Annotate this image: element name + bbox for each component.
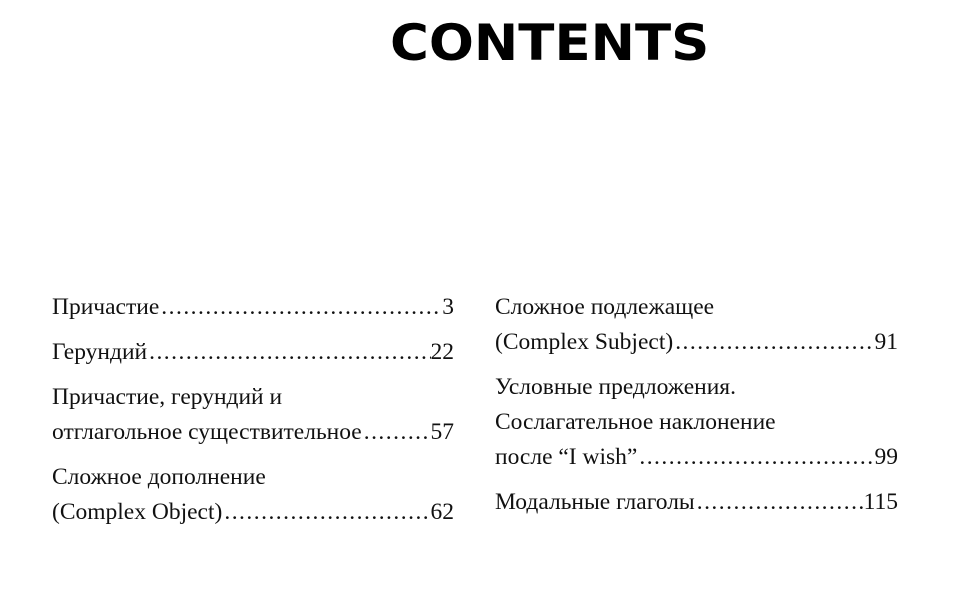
toc-page-number: 99	[874, 444, 898, 470]
toc-entry-title-line: (Complex Object)	[52, 499, 223, 525]
toc-entry	[495, 370, 898, 475]
toc-entry	[52, 460, 454, 530]
toc-page-number: 22	[430, 339, 454, 365]
toc-page-number: 115	[863, 489, 898, 515]
dot-leader	[362, 415, 431, 450]
toc-entry	[495, 290, 898, 360]
toc-entry-title: Герундий	[52, 339, 148, 365]
toc-entry-title: Причастие	[52, 294, 160, 320]
toc-entry-title-line: Сложное дополнение	[52, 464, 266, 490]
dot-leader	[637, 440, 874, 475]
page-title: CONTENTS	[389, 14, 710, 72]
toc-page-number: 3	[442, 294, 454, 320]
toc-entry	[52, 335, 454, 370]
dot-leader	[695, 485, 864, 520]
toc-entry	[52, 380, 454, 450]
toc-entry-title-line: отглагольное существительное	[52, 419, 362, 445]
toc-entry-title-line: Причастие, герундий и	[52, 384, 283, 410]
dot-leader	[147, 335, 430, 370]
dot-leader	[159, 290, 442, 325]
toc-left-column	[52, 290, 454, 540]
toc-entry	[495, 485, 898, 520]
toc-entry-title-line: Сослагательное наклонение	[495, 409, 776, 435]
toc-right-column	[495, 290, 898, 530]
toc-entry-title-line: Сложное подлежащее	[495, 294, 715, 320]
toc-page-number: 57	[430, 419, 454, 445]
toc-page-number: 62	[430, 499, 454, 525]
toc-entry-title-line: Условные предложения.	[495, 374, 736, 400]
dot-leader	[222, 495, 430, 530]
toc-entry-title-line: после “I wish”	[495, 444, 638, 470]
toc-entry-title-line: (Complex Subject)	[495, 329, 674, 355]
dot-leader	[673, 325, 874, 360]
toc-page-number: 91	[874, 329, 898, 355]
toc-entry	[52, 290, 454, 325]
toc-entry-title: Модальные глаголы	[495, 489, 695, 515]
